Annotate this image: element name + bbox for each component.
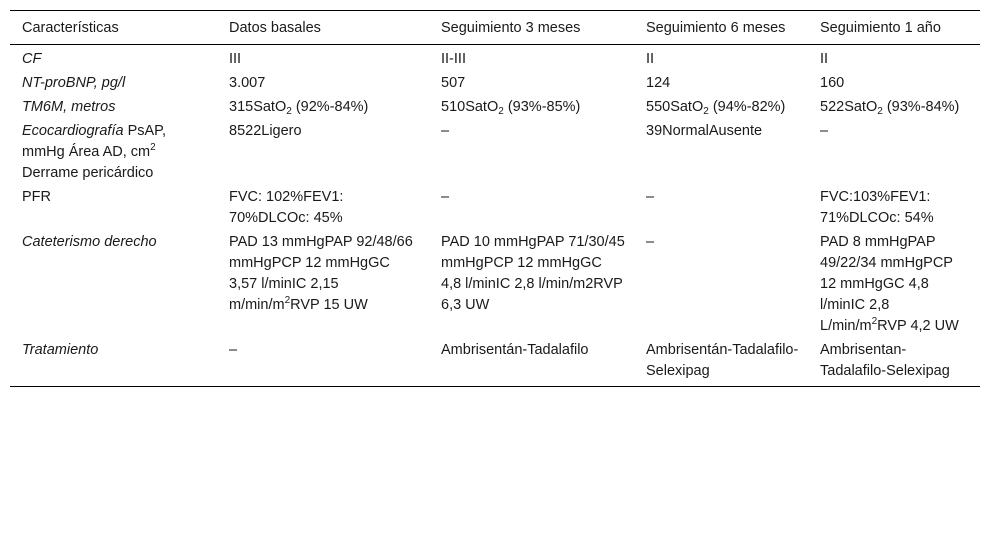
cell-eco-basal: 8522Ligero [229,123,302,139]
cell-text: RVP 15 UW [290,297,368,313]
subscript: 2 [498,106,504,117]
clinical-follow-up-table [10,10,980,387]
row-label-tm6m: TM6M, metros [22,99,116,115]
cell-tm6m-1y [808,96,980,120]
table-row-cateterismo [10,231,980,339]
header-seguimiento-1-ano: Seguimiento 1 año [820,20,941,36]
superscript: 2 [284,295,291,306]
row-label-text: PsAP, mmHg Área AD, cm [22,123,167,160]
table-row-tratamiento [10,339,980,387]
cell-text: 510SatO [441,99,499,115]
cell-text: PAD 13 mmHgPAP 92/48/66 mmHgPCP 12 mmHgGC 3,57 l/minIC 2,15 m/min/m [229,234,413,313]
row-label-cateterismo: Cateterismo derecho [22,234,157,250]
cell-cateterismo-1y [808,231,980,339]
cell-ntprobnp-1y: 160 [820,75,845,91]
cell-ntprobnp-basal: 3.007 [229,75,266,91]
cell-cateterismo-3m: PAD 10 mmHgPAP 71/30/45 mmHgPCP 12 mmHgGC 4,8 l/minIC 2,8 l/min/m2RVP 6,3 UW [441,234,625,313]
subscript: 2 [286,106,292,117]
cell-tratamiento-1y: Ambrisentan-Tadalafilo-Selexipag [820,342,950,379]
cell-pfr-6m: – [646,189,655,205]
cell-text: 550SatO [646,99,704,115]
cell-pfr-basal: FVC: 102%FEV1: 70%DLCOc: 45% [229,189,344,226]
superscript: 2 [150,142,156,153]
table-row-cf [10,45,980,73]
header-row [10,11,980,45]
cell-cf-6m: II [646,51,655,67]
cell-cf-1y: II [820,51,829,67]
row-label-tratamiento: Tratamiento [22,342,99,358]
superscript: 2 [871,316,878,327]
row-label-text: Derrame pericárdico [22,165,154,181]
cell-eco-6m: 39NormalAusente [646,123,763,139]
table-container [10,10,980,387]
row-label-ecocardiografia [10,120,217,186]
header-datos-basales: Datos basales [229,20,321,36]
cell-cf-3m: II-III [441,51,466,67]
header-caracteristicas: Características [22,20,119,36]
cell-pfr-1y: FVC:103%FEV1: 71%DLCOc: 54% [820,189,934,226]
cell-eco-3m: – [441,123,450,139]
cell-tm6m-3m [429,96,634,120]
cell-eco-1y: – [820,123,829,139]
cell-text: (93%-84%) [882,99,960,115]
row-label-cf: CF [22,51,42,67]
table-row-ntprobnp [10,72,980,96]
table-row-tm6m [10,96,980,120]
cell-tratamiento-3m: Ambrisentán-Tadalafilo [441,342,589,358]
cell-tm6m-6m [634,96,808,120]
cell-text: (93%-85%) [503,99,581,115]
table-row-ecocardiografia [10,120,980,186]
subscript: 2 [703,106,709,117]
cell-ntprobnp-6m: 124 [646,75,671,91]
cell-text: 315SatO [229,99,287,115]
header-seguimiento-3-meses: Seguimiento 3 meses [441,20,581,36]
row-label-ntprobnp: NT-proBNP, pg/l [22,75,126,91]
row-label-pfr: PFR [22,189,51,205]
cell-text: (94%-82%) [708,99,786,115]
table-row-pfr [10,186,980,231]
cell-cateterismo-basal [217,231,429,339]
cell-text: RVP 4,2 UW [877,318,959,334]
header-seguimiento-6-meses: Seguimiento 6 meses [646,20,786,36]
cell-text: PAD 8 mmHgPAP 49/22/34 mmHgPCP 12 mmHgGC 4,8 l/minIC 2,8 L/min/m [820,234,953,334]
table-header [10,11,980,45]
cell-cateterismo-6m: – [646,234,655,250]
cell-tratamiento-6m: Ambrisentán-Tadalafilo-Selexipag [646,342,799,379]
cell-pfr-3m: – [441,189,450,205]
cell-cf-basal: III [229,51,242,67]
cell-text: (92%-84%) [291,99,369,115]
table-body [10,45,980,387]
cell-text: 522SatO [820,99,878,115]
cell-tratamiento-basal: – [229,342,238,358]
subscript: 2 [877,106,883,117]
cell-ntprobnp-3m: 507 [441,75,466,91]
cell-tm6m-basal [217,96,429,120]
row-label-italic: Ecocardiografía [22,123,124,139]
